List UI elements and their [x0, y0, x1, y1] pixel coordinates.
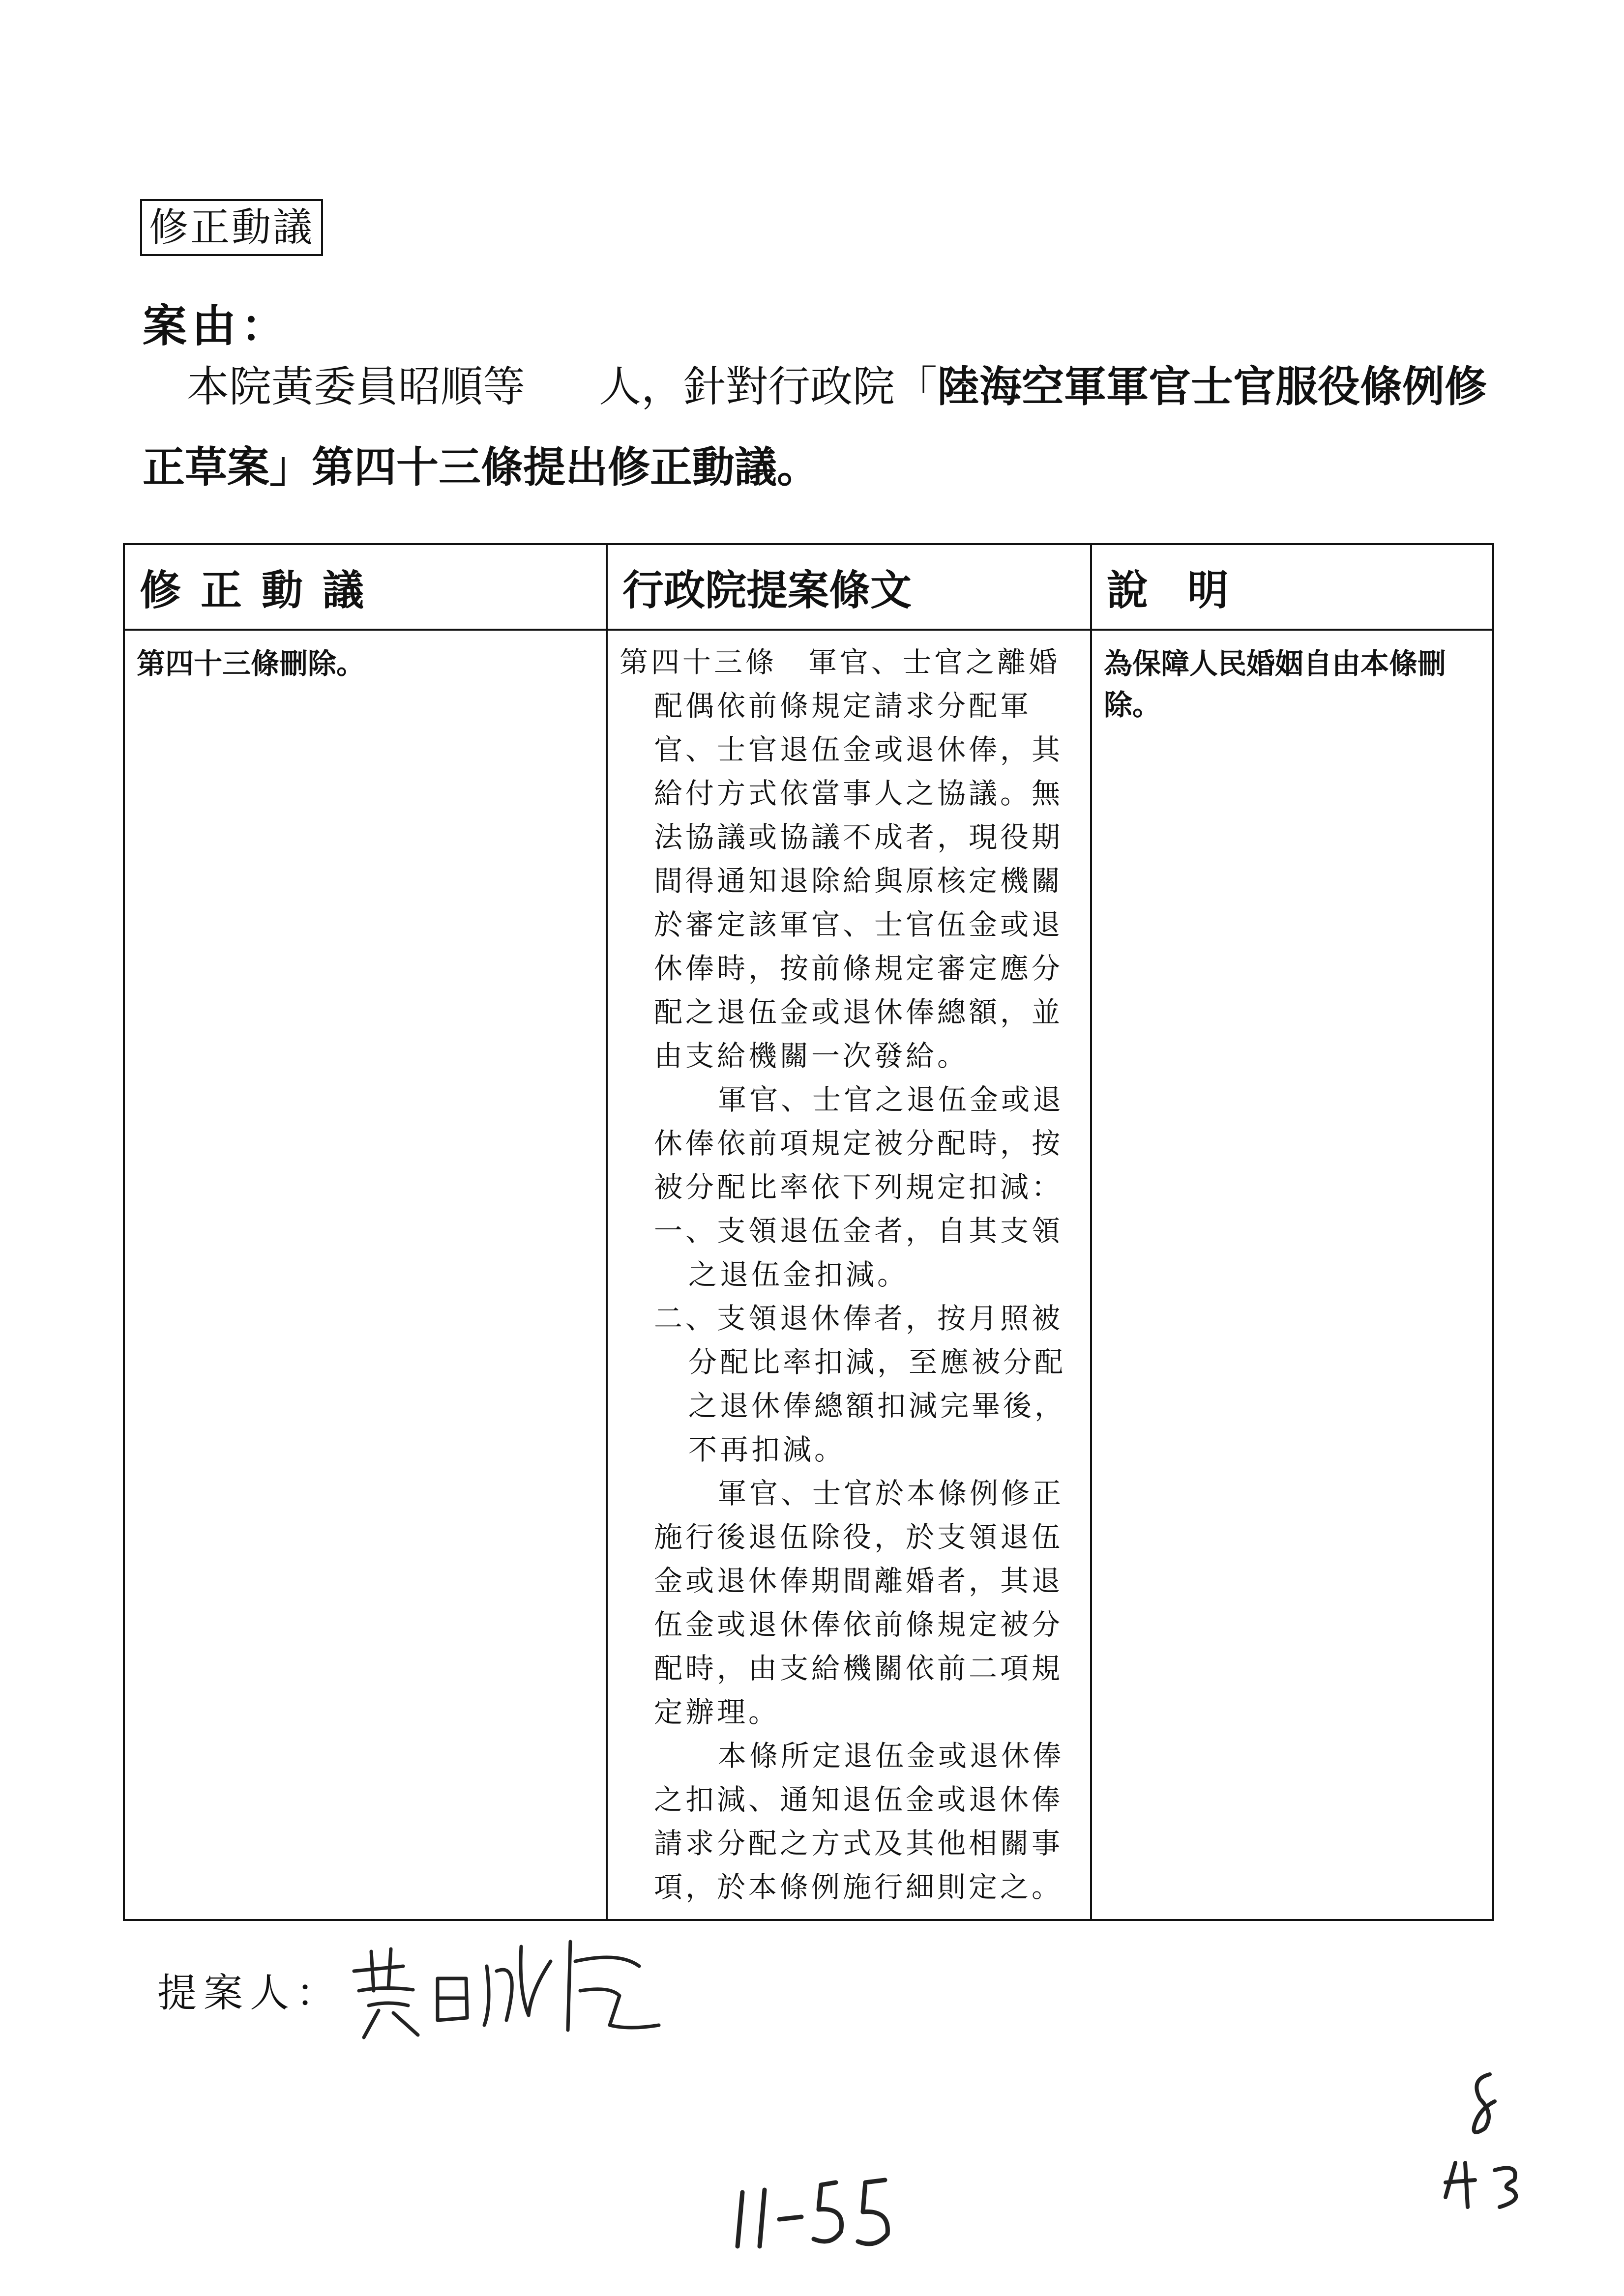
header-explanation: 說明: [1091, 544, 1493, 630]
article-item-2-head: 二、支領退休俸者，按月照被: [654, 1302, 1063, 1335]
amendment-cell: [124, 630, 607, 1920]
article-item-2-tail: 分配比率扣減，至應被分配之退休俸總額扣減完畢後，不再扣減。: [688, 1345, 1066, 1466]
document-type-stamp: 修正動議: [140, 199, 323, 256]
article-paragraph-2: 軍官、士官之退伍金或退休俸依前項規定被分配時，按被分配比率依下列規定扣減：: [654, 1083, 1064, 1204]
original-text-cell: [607, 630, 1091, 1920]
article-paragraph-4: 本條所定退伍金或退休俸之扣減、通知退伍金或退休俸請求分配之方式及其他相關事項，於本條例施行細則定之。: [654, 1739, 1064, 1904]
handwritten-signature: [344, 1932, 669, 2045]
original-article: [620, 640, 1078, 1909]
table-row: [124, 630, 1493, 1920]
intro-target: 人，針對行政院「: [599, 362, 937, 411]
header-amendment: 修正動議: [124, 544, 607, 630]
article-heading: 第四十三條 軍官、士官之離婚: [620, 645, 1061, 679]
table-header-row: [124, 544, 1493, 630]
article-item-1-head: 一、支領退伍金者，自其支領: [654, 1214, 1063, 1248]
bill-name: 陸海空軍軍官士官服役條例修正草案: [143, 362, 1487, 492]
explanation-text: 為保障人民婚姻自由本條刪除。: [1104, 647, 1447, 722]
header-original-text: 行政院提案條文: [607, 544, 1091, 630]
amendment-text: 第四十三條刪除。: [137, 647, 365, 680]
case-description: [143, 347, 1495, 508]
case-label: 案由：: [143, 300, 290, 352]
article-paragraph-3: 軍官、士官於本條例修正施行後退伍除役，於支領退伍金或退休俸期間離婚者，其退伍金或退休俸依前條規定被分配時，由支給機關依前二項規定辦理。: [654, 1477, 1064, 1729]
article-item-1-tail: 之退伍金扣減。: [688, 1258, 909, 1291]
comparison-table: [123, 543, 1494, 1921]
explanation-cell: [1091, 630, 1493, 1920]
handwritten-footer-number: [728, 2173, 905, 2256]
proposer-label: 提案人：: [157, 1970, 342, 2016]
intro-action: 」第四十三條提出修正動議。: [269, 442, 819, 492]
intro-proposers: 本院黃委員昭順等: [187, 362, 525, 411]
article-paragraph-1: 配偶依前條規定請求分配軍官、士官退伍金或退休俸，其給付方式依當事人之協議。無法協議或協議不成者，現役期間得通知退除給與原核定機關於審定該軍官、士官伍金或退休俸時，按前條規定審定應分配之退伍金或退休俸總額，並由支給機關一次發給。: [654, 689, 1063, 1073]
handwritten-page-mark: [1426, 2064, 1544, 2212]
